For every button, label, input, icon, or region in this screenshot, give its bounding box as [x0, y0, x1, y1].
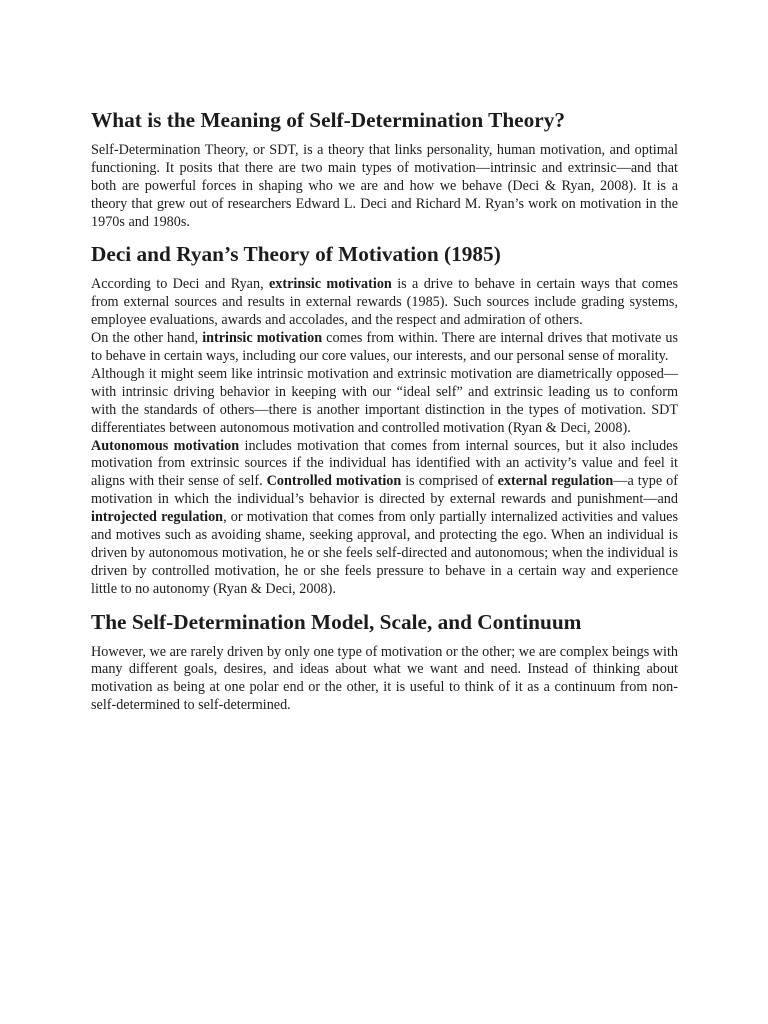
text-run: , or motivation that comes from only partially internalized activities and values and motives such as avoiding shame, seeking approval, and protecting the ego. When an individual is driven by autonomous motivation, he or she feels self-directed and autonomous; when the individual is driven by controlled motivation, he or she feels pressure to behave in a certain way and experience little to no autonomy (Ryan & Deci, 2008). — [91, 509, 678, 597]
text-run: Although it might seem like intrinsic motivation and extrinsic motivation are diametrically opposed—with intrinsic driving behavior in keeping with our “ideal self” and extrinsic leading us to conform with the standards of others—there is another important distinction in the types of motivation. SDT differentiates between autonomous motivation and controlled motivation (Ryan & Deci, 2008). — [91, 365, 678, 436]
text-run: is a drive to behave in certain ways that comes from external sources and results in external rewards (1985). Such sources include grading systems, employee evaluations, awards and accolades, and the respect and admiration of others. — [91, 276, 679, 329]
bold-term: introjected regulation — [91, 509, 224, 526]
text-run: includes motivation that comes from internal sources, but it also includes motivation from extrinsic sources if the individual has identified with an activity’s value and feel it aligns with their sense of self. — [91, 437, 678, 490]
bold-term: intrinsic motivation — [202, 330, 323, 347]
text-run: On the other hand, — [91, 330, 203, 347]
document-page — [91, 108, 679, 715]
bold-term: Autonomous motivation — [91, 437, 240, 454]
paragraph — [91, 644, 678, 716]
paragraph — [91, 330, 678, 366]
text-run: Self-Determination Theory, or SDT, is a theory that links personality, human motivation, and optimal functioning. It posits that there are two main types of motivation—intrinsic and extrinsic—and that both are powerful forces in shaping who we are and how we behave (Deci & Ryan, 2008). It is a theory that grew out of researchers Edward L. Deci and Richard M. Ryan’s work on motivation in the 1970s and 1980s. — [91, 141, 678, 230]
text-run: —a type of motivation in which the individual’s behavior is directed by external rewards and punishment—and — [91, 473, 678, 508]
section-heading: Deci and Ryan’s Theory of Motivation (1985) — [91, 242, 501, 267]
paragraph — [91, 366, 678, 438]
text-run: is comprised of — [401, 473, 498, 490]
paragraph — [91, 142, 678, 232]
bold-term: Controlled motivation — [266, 473, 402, 490]
text-run: comes from within. There are internal drives that motivate us to behave in certain ways, including our core values, our interests, and our personal sense of morality. — [91, 330, 678, 364]
bold-term: external regulation — [497, 473, 614, 490]
section-heading: The Self-Determination Model, Scale, and Continuum — [91, 609, 582, 634]
section-heading: What is the Meaning of Self-Determination Theory? — [91, 108, 566, 132]
text-run: According to Deci and Ryan, — [91, 276, 269, 293]
text-run: However, we are rarely driven by only one type of motivation or the other; we are complex beings with many different goals, desires, and ideas about what we want and need. Instead of thinking about motivation as being at one polar end or the other, it is useful to think of it as a continuum from non-self-determined to self-determined. — [91, 643, 678, 714]
paragraph — [91, 438, 678, 599]
paragraph — [91, 276, 678, 330]
bold-term: extrinsic motivation — [269, 276, 392, 293]
spacer — [91, 264, 678, 276]
